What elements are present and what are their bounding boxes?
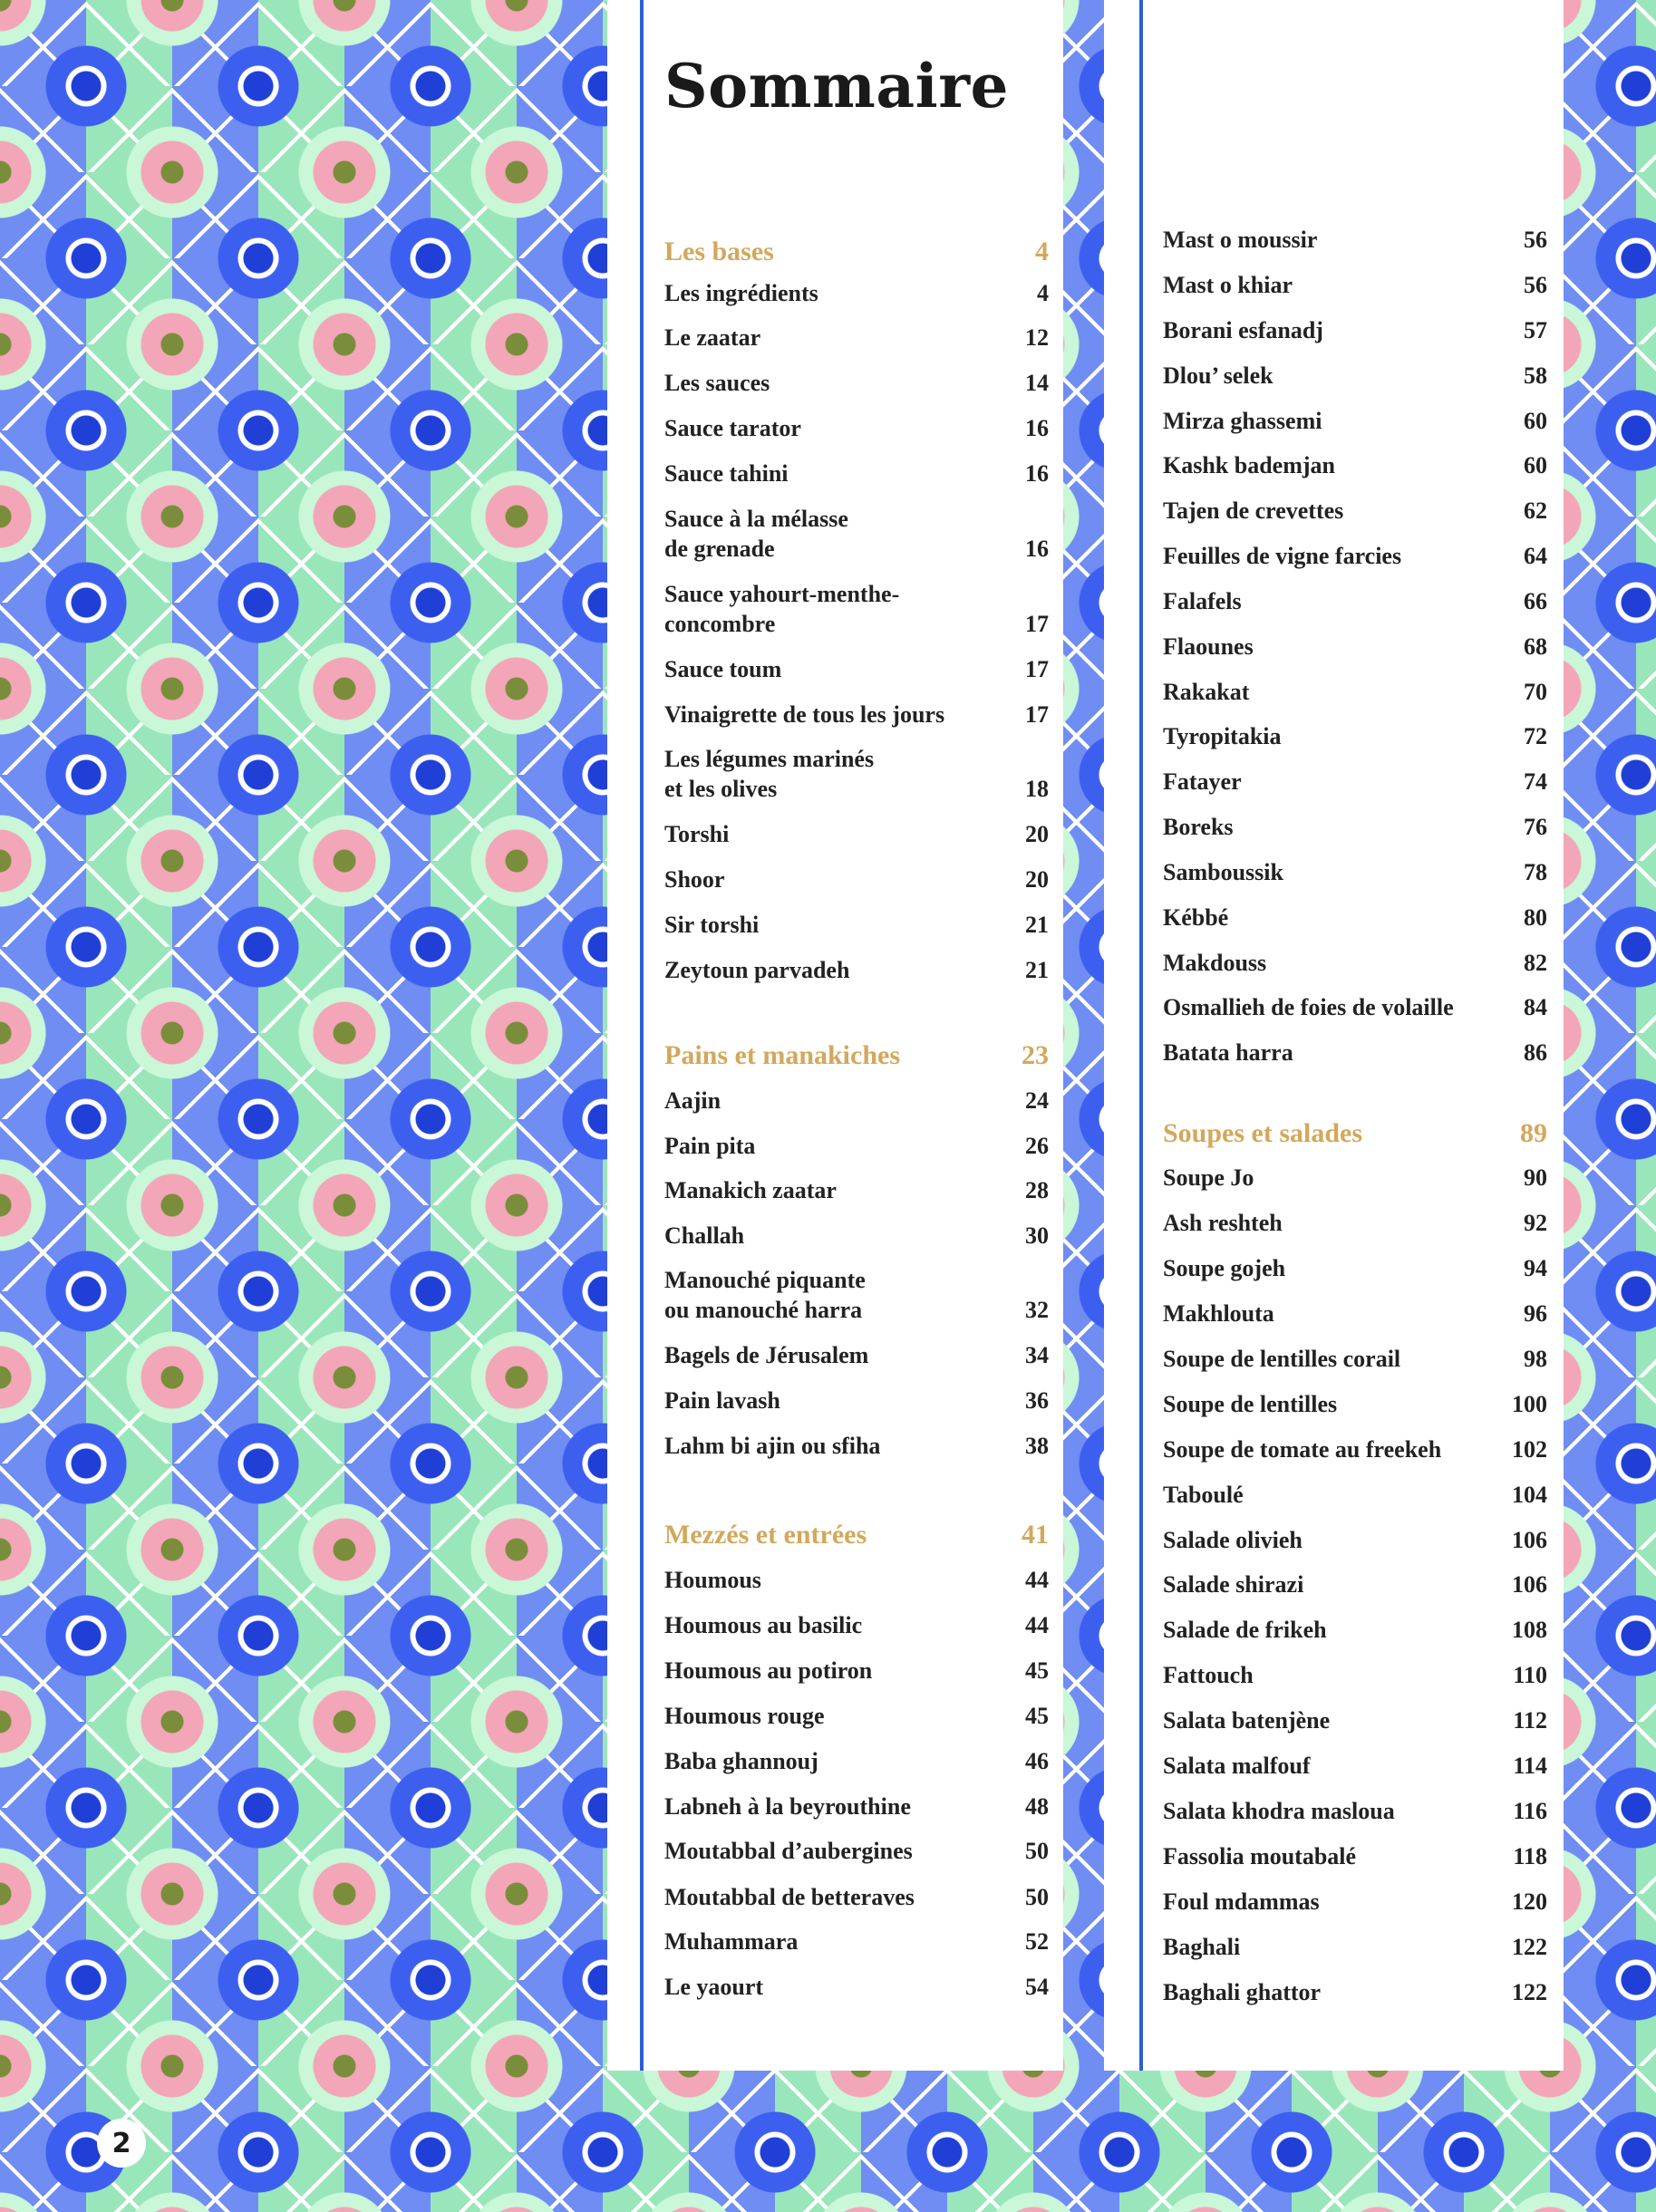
toc-entry[interactable]: [664, 1746, 1049, 1776]
toc-entry[interactable]: [664, 1656, 1049, 1686]
entry-title: Mast o khiar: [1163, 272, 1293, 298]
entry-page-number: 48: [1025, 1793, 1049, 1820]
entry-page-number: 60: [1524, 452, 1547, 478]
entry-page-number: 30: [1025, 1222, 1049, 1249]
toc-entry[interactable]: [664, 1265, 1049, 1325]
entry-page-number: 60: [1524, 408, 1547, 434]
toc-entry[interactable]: [664, 1386, 1049, 1415]
entry-page-number: 116: [1513, 1798, 1547, 1824]
toc-entry[interactable]: [664, 654, 1049, 684]
entry-title: Makhlouta: [1163, 1300, 1274, 1327]
section-page-number: 89: [1520, 1118, 1547, 1148]
entry-page-number: 58: [1524, 362, 1547, 389]
entry-page-number: 106: [1512, 1527, 1547, 1553]
entry-page-number: 118: [1513, 1843, 1547, 1869]
entry-title: Fatayer: [1163, 768, 1242, 795]
entry-page-number: 32: [1025, 1297, 1049, 1323]
entry-title: Mirza ghassemi: [1163, 408, 1322, 434]
toc-entry[interactable]: [664, 1565, 1049, 1595]
toc-entry[interactable]: [1163, 1887, 1547, 1917]
entry-page-number: 76: [1524, 814, 1547, 840]
toc-entry[interactable]: [664, 579, 1049, 639]
toc-entry[interactable]: [664, 1836, 1049, 1866]
section-page-number: 23: [1022, 1040, 1049, 1070]
entry-page-number: 44: [1025, 1567, 1049, 1593]
toc-section-heading[interactable]: [1163, 1118, 1547, 1148]
toc-entry[interactable]: [1163, 1299, 1547, 1328]
entry-title: Salata batenjène: [1163, 1707, 1331, 1734]
entry-page-number: 80: [1524, 904, 1547, 931]
entry-page-number: 96: [1524, 1300, 1547, 1327]
entry-page-number: 44: [1025, 1612, 1049, 1638]
entry-title: Houmous au potiron: [664, 1657, 873, 1684]
entry-title: Shoor: [664, 866, 725, 893]
entry-page-number: 57: [1524, 317, 1547, 343]
toc-entry[interactable]: [1163, 315, 1547, 345]
entry-title: Salata khodra masloua: [1163, 1798, 1395, 1824]
entry-title: Les ingrédients: [664, 280, 818, 306]
entry-page-number: 52: [1025, 1928, 1049, 1955]
entry-title: Baghali: [1163, 1934, 1241, 1960]
entry-title: Houmous rouge: [664, 1703, 825, 1729]
entry-page-number: 21: [1025, 912, 1049, 938]
entry-title: Feuilles de vigne farcies: [1163, 543, 1402, 569]
entry-title: Manakich zaatar: [664, 1177, 837, 1203]
entry-page-number: 16: [1025, 536, 1049, 562]
entry-page-number: 45: [1025, 1657, 1049, 1684]
toc-entry[interactable]: [1163, 1705, 1547, 1735]
toc-entry[interactable]: [1163, 450, 1547, 480]
entry-page-number: 4: [1037, 280, 1049, 306]
entry-page-number: 14: [1025, 370, 1049, 396]
entry-title: Sauce toum: [664, 656, 782, 682]
entry-page-number: 64: [1524, 543, 1547, 569]
entry-page-number: 38: [1025, 1433, 1049, 1459]
entry-page-number: 21: [1025, 957, 1049, 983]
toc-entry[interactable]: [1163, 1434, 1547, 1464]
entry-title: Moutabbal de betteraves: [664, 1884, 915, 1910]
section-title: Les bases: [664, 237, 774, 266]
entry-page-number: 24: [1025, 1087, 1049, 1114]
entry-title: Ash reshteh: [1163, 1210, 1283, 1236]
toc-entry[interactable]: [1163, 1344, 1547, 1374]
entry-title: Le yaourt: [664, 1974, 764, 2000]
entry-page-number: 54: [1025, 1974, 1049, 2000]
toc-entry[interactable]: [664, 368, 1049, 398]
toc-entry[interactable]: [664, 1340, 1049, 1370]
toc-entry[interactable]: [1163, 767, 1547, 797]
entry-page-number: 74: [1524, 768, 1547, 795]
entry-title: Borani esfanadj: [1163, 317, 1323, 343]
entry-page-number: 20: [1025, 821, 1049, 847]
entry-title: Falafels: [1163, 588, 1242, 614]
entry-title: Kébbé: [1163, 904, 1229, 931]
toc-entry[interactable]: [664, 1972, 1049, 2002]
entry-title: Tyropitakia: [1163, 723, 1282, 749]
toc-section-heading[interactable]: [664, 1040, 1049, 1070]
toc-entry[interactable]: [664, 278, 1049, 308]
entry-title: Mast o moussir: [1163, 227, 1318, 253]
entry-page-number: 112: [1513, 1707, 1547, 1734]
entry-page-number: 92: [1524, 1210, 1547, 1236]
entry-title: Salade olivieh: [1163, 1527, 1303, 1553]
entry-title: Sauce yahourt-menthe- concombre: [664, 581, 900, 637]
entry-title: Lahm bi ajin ou sfiha: [664, 1433, 881, 1459]
entry-title: Houmous au basilic: [664, 1612, 863, 1638]
entry-title: Torshi: [664, 821, 730, 847]
entry-page-number: 66: [1524, 588, 1547, 614]
entry-page-number: 16: [1025, 415, 1049, 441]
toc-entry[interactable]: [1163, 1038, 1547, 1067]
toc-entry[interactable]: [664, 1086, 1049, 1116]
entry-page-number: 98: [1524, 1346, 1547, 1372]
toc-entry[interactable]: [664, 1610, 1049, 1640]
entry-page-number: 70: [1524, 679, 1547, 705]
entry-page-number: 68: [1524, 633, 1547, 660]
entry-title: Salata malfouf: [1163, 1753, 1311, 1779]
entry-title: Foul mdammas: [1163, 1888, 1320, 1915]
entry-title: Batata harra: [1163, 1039, 1293, 1066]
entry-page-number: 86: [1524, 1039, 1547, 1066]
toc-entry[interactable]: [1163, 1841, 1547, 1871]
toc-entry[interactable]: [1163, 721, 1547, 751]
entry-page-number: 45: [1025, 1703, 1049, 1729]
entry-title: Manouché piquante ou manouché harra: [664, 1267, 866, 1323]
entry-page-number: 46: [1025, 1748, 1049, 1774]
toc-entry[interactable]: [1163, 1796, 1547, 1826]
entry-title: Fassolia moutabalé: [1163, 1843, 1357, 1869]
toc-entry[interactable]: [1163, 1932, 1547, 1962]
entry-title: Boreks: [1163, 814, 1234, 840]
entry-title: Taboulé: [1163, 1482, 1244, 1508]
entry-title: Vinaigrette de tous les jours: [664, 701, 945, 728]
toc-entry[interactable]: [1163, 1253, 1547, 1283]
entry-page-number: 82: [1524, 950, 1547, 976]
entry-title: Tajen de crevettes: [1163, 497, 1344, 524]
entry-page-number: 78: [1524, 859, 1547, 885]
toc-entry[interactable]: [1163, 586, 1547, 616]
toc-section-heading[interactable]: [664, 237, 1049, 266]
toc-entry[interactable]: [664, 865, 1049, 894]
entry-title: Soupe Jo: [1163, 1164, 1254, 1191]
entry-page-number: 94: [1524, 1255, 1547, 1281]
entry-page-number: 110: [1513, 1662, 1547, 1688]
entry-title: Baghali ghattor: [1163, 1979, 1322, 2005]
entry-title: Salade de frikeh: [1163, 1617, 1327, 1643]
entry-title: Soupe de tomate au freekeh: [1163, 1436, 1442, 1463]
entry-title: Muhammara: [664, 1928, 799, 1955]
entry-title: Houmous: [664, 1567, 761, 1593]
toc-entry[interactable]: [664, 819, 1049, 849]
left-blue-rule: [640, 0, 644, 2071]
entry-page-number: 28: [1025, 1177, 1049, 1203]
toc-entry[interactable]: [664, 1175, 1049, 1205]
entry-title: Pain pita: [664, 1133, 756, 1159]
toc-entry[interactable]: [1163, 270, 1547, 300]
toc-entry[interactable]: [664, 744, 1049, 804]
toc-entry[interactable]: [1163, 1163, 1547, 1193]
section-page-number: 4: [1035, 237, 1049, 266]
toc-entry[interactable]: [664, 1882, 1049, 1912]
toc-entry[interactable]: [664, 1221, 1049, 1251]
toc-entry[interactable]: [664, 323, 1049, 353]
toc-entry[interactable]: [1163, 903, 1547, 932]
toc-entry[interactable]: [1163, 1480, 1547, 1510]
entry-title: Soupe de lentilles: [1163, 1391, 1338, 1417]
entry-page-number: 56: [1524, 227, 1547, 253]
entry-title: Salade shirazi: [1163, 1571, 1304, 1598]
toc-entry[interactable]: [1163, 1660, 1547, 1690]
page-title: Sommaire: [664, 51, 1009, 121]
entry-page-number: 122: [1512, 1979, 1547, 2005]
entry-page-number: 17: [1025, 611, 1049, 637]
toc-entry[interactable]: [1163, 1615, 1547, 1645]
entry-title: Zeytoun parvadeh: [664, 957, 850, 983]
entry-page-number: 36: [1025, 1387, 1049, 1414]
entry-title: Osmallieh de foies de volaille: [1163, 994, 1454, 1020]
toc-entry[interactable]: [1163, 496, 1547, 526]
toc-entry[interactable]: [1163, 361, 1547, 391]
entry-title: Samboussik: [1163, 859, 1283, 885]
right-blue-rule: [1139, 0, 1143, 2071]
entry-title: Challah: [664, 1222, 745, 1249]
entry-page-number: 20: [1025, 866, 1049, 893]
toc-entry[interactable]: [1163, 541, 1547, 571]
toc-section-heading[interactable]: [664, 1520, 1049, 1550]
entry-page-number: 16: [1025, 460, 1049, 487]
toc-entry[interactable]: [1163, 1389, 1547, 1419]
entry-page-number: 17: [1025, 701, 1049, 728]
toc-entry[interactable]: [664, 459, 1049, 488]
page-number: 2: [97, 2119, 146, 2168]
entry-page-number: 72: [1524, 723, 1547, 749]
toc-entry[interactable]: [1163, 812, 1547, 842]
entry-page-number: 62: [1524, 497, 1547, 524]
entry-title: Pain lavash: [664, 1387, 780, 1414]
entry-title: Aajin: [664, 1087, 721, 1114]
entry-title: Makdouss: [1163, 950, 1267, 976]
toc-entry[interactable]: [1163, 948, 1547, 978]
toc-entry[interactable]: [1163, 857, 1547, 887]
toc-entry[interactable]: [664, 1927, 1049, 1956]
toc-entry[interactable]: [1163, 406, 1547, 436]
entry-title: Rakakat: [1163, 679, 1250, 705]
entry-page-number: 34: [1025, 1342, 1049, 1368]
entry-title: Labneh à la beyrouthine: [664, 1793, 911, 1820]
section-title: Soupes et salades: [1163, 1118, 1363, 1148]
entry-page-number: 84: [1524, 994, 1547, 1020]
entry-page-number: 114: [1513, 1753, 1547, 1779]
entry-page-number: 122: [1512, 1934, 1547, 1960]
toc-entry[interactable]: [664, 1131, 1049, 1161]
entry-page-number: 108: [1512, 1617, 1547, 1643]
entry-page-number: 100: [1512, 1391, 1547, 1417]
entry-title: Kashk bademjan: [1163, 452, 1335, 478]
toc-entry[interactable]: [1163, 225, 1547, 255]
section-title: Mezzés et entrées: [664, 1520, 867, 1550]
entry-title: Flaounes: [1163, 633, 1254, 660]
entry-page-number: 104: [1512, 1482, 1547, 1508]
entry-page-number: 17: [1025, 656, 1049, 682]
entry-page-number: 106: [1512, 1571, 1547, 1598]
entry-title: Sauce tarator: [664, 415, 801, 441]
entry-title: Baba ghannouj: [664, 1748, 818, 1774]
entry-title: Les légumes marinés et les olives: [664, 746, 875, 802]
entry-page-number: 120: [1512, 1888, 1547, 1915]
entry-page-number: 50: [1025, 1838, 1049, 1864]
entry-title: Soupe gojeh: [1163, 1255, 1286, 1281]
entry-title: Sauce à la mélasse de grenade: [664, 506, 848, 562]
toc-entry[interactable]: [1163, 1570, 1547, 1599]
entry-page-number: 90: [1524, 1164, 1547, 1191]
section-page-number: 41: [1022, 1520, 1049, 1550]
entry-page-number: 56: [1524, 272, 1547, 298]
toc-entry[interactable]: [1163, 677, 1547, 707]
entry-page-number: 26: [1025, 1133, 1049, 1159]
entry-title: Sir torshi: [664, 912, 760, 938]
entry-title: Le zaatar: [664, 324, 761, 351]
entry-title: Fattouch: [1163, 1662, 1254, 1688]
toc-entry[interactable]: [1163, 632, 1547, 662]
toc-entry[interactable]: [664, 1431, 1049, 1461]
entry-page-number: 12: [1025, 324, 1049, 351]
entry-page-number: 102: [1512, 1436, 1547, 1463]
toc-entry[interactable]: [1163, 1208, 1547, 1238]
toc-entry[interactable]: [1163, 992, 1547, 1022]
toc-entry[interactable]: [664, 700, 1049, 729]
toc-entry[interactable]: [664, 910, 1049, 940]
toc-entry[interactable]: [1163, 1977, 1547, 2007]
toc-entry[interactable]: [1163, 1751, 1547, 1781]
entry-page-number: 50: [1025, 1884, 1049, 1910]
entry-title: Sauce tahini: [664, 460, 789, 487]
entry-title: Dlou’ selek: [1163, 362, 1273, 389]
entry-title: Soupe de lentilles corail: [1163, 1346, 1401, 1372]
toc-entry[interactable]: [664, 413, 1049, 443]
toc-entry[interactable]: [664, 955, 1049, 985]
entry-title: Bagels de Jérusalem: [664, 1342, 869, 1368]
entry-title: Moutabbal d’aubergines: [664, 1838, 913, 1864]
toc-entry[interactable]: [664, 1701, 1049, 1731]
entry-page-number: 18: [1025, 776, 1049, 802]
toc-entry[interactable]: [1163, 1525, 1547, 1555]
toc-entry[interactable]: [664, 1792, 1049, 1821]
entry-title: Les sauces: [664, 370, 770, 396]
section-title: Pains et manakiches: [664, 1040, 901, 1070]
toc-entry[interactable]: [664, 504, 1049, 564]
